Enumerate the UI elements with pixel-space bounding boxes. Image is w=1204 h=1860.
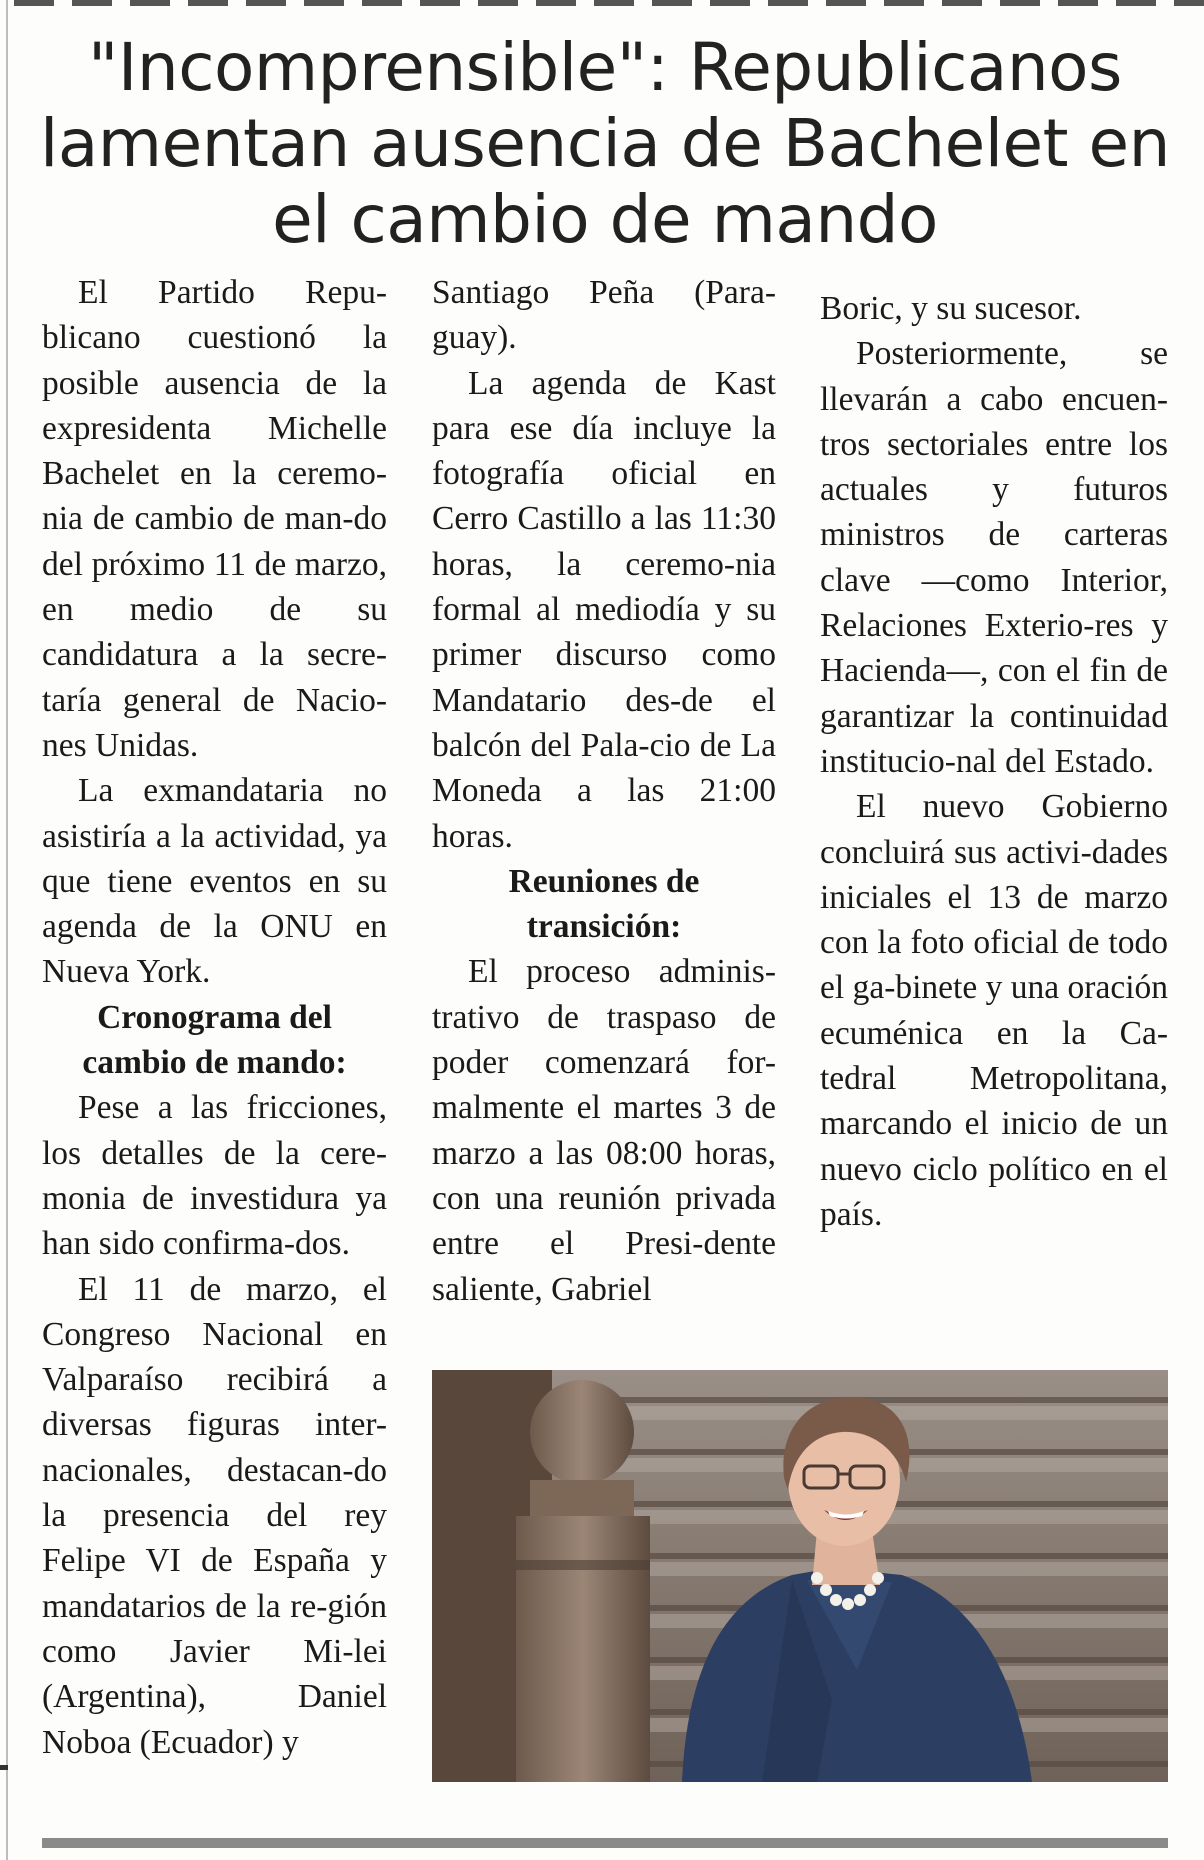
- page-edge-top: [14, 0, 1204, 6]
- paragraph: La agenda de Kast para ese día incluye la fotografía oficial en Cerro Castillo a las 11:30 horas, la ceremo-nia formal al mediodía y su primer discurso como Mandatario des-de el balcón del Pala-cio de La Moneda a las 21:00 horas.: [432, 364, 776, 855]
- article-column-3: [820, 286, 1168, 1237]
- article-column-1: [42, 270, 387, 1765]
- page-edge-left: [6, 0, 8, 1860]
- paragraph-continued: Boric, y su sucesor.: [820, 290, 1082, 327]
- photo-illustration: [432, 1370, 1168, 1782]
- paragraph: Posteriormente, se llevarán a cabo encuen-tros sectoriales entre los actuales y futuros ministros de carteras clave —como Interior, Relaciones Exterio-res y Hacienda—, con el fin de garantizar la continuidad institucio-nal del Estado.: [820, 335, 1168, 780]
- paragraph: Pese a las fricciones, los detalles de la cere-monia de investidura ya han sido confirma-dos.: [42, 1089, 387, 1263]
- article-column-2: [432, 270, 776, 1312]
- bottom-rule: [42, 1838, 1168, 1848]
- paragraph: La exmandataria no asistiría a la actividad, ya que tiene eventos en su agenda de la ONU en Nueva York.: [42, 772, 387, 991]
- paragraph-continued: Santiago Peña (Para-guay).: [432, 274, 776, 357]
- paragraph: El proceso adminis-trativo de traspaso de poder comenzará for-malmente el martes 3 de marzo a las 08:00 horas, con una reunión privada entre el Presi-dente saliente, Gabriel: [432, 953, 776, 1308]
- subheading-reuniones: Reuniones de transición:: [508, 862, 700, 946]
- paragraph: El Partido Repu-blicano cuestionó la posible ausencia de la expresidenta Michelle Bachelet en la ceremo-nia de cambio de man-do del próximo 11 de marzo, en medio de su candidatura a la secre-taría general de Nacio-nes Unidas.: [42, 274, 387, 764]
- article-photo: [432, 1370, 1168, 1782]
- headline: "Incomprensible": Republicanos lamentan ausencia de Bachelet en el cambio de mando: [40, 29, 1170, 258]
- subheading-cronograma: Cronograma del cambio de mando:: [82, 998, 347, 1082]
- paragraph: El nuevo Gobierno concluirá sus activi-dades iniciales el 13 de marzo con la foto oficial de todo el ga-binete y una oración ecuménica en la Ca-tedral Metropolitana, marcando el inicio de un nuevo ciclo político en el país.: [820, 788, 1168, 1233]
- paragraph: El 11 de marzo, el Congreso Nacional en Valparaíso recibirá a diversas figuras inter-nacionales, destacan-do la presencia del rey Felipe VI de España y mandatarios de la re-gión como Javier Mi-lei (Argentina), Daniel Noboa (Ecuador) y: [42, 1270, 387, 1761]
- page-margin-mark: [0, 1765, 8, 1770]
